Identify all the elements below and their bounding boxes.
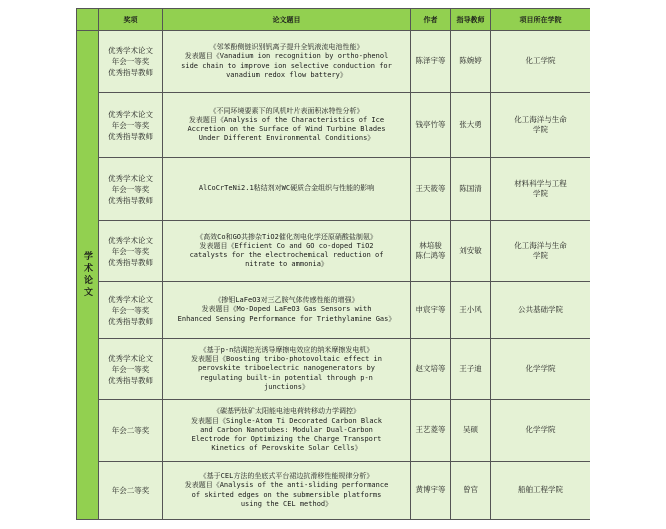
school-cell: 化工海洋与生命 学院 [491,221,591,282]
school-cell: 材料科学与工程 学院 [491,158,591,221]
author-cell: 申宸宇等 [411,282,451,339]
header-row [77,9,591,31]
table-row [77,400,591,462]
table-row [77,221,591,282]
paper-table-sheet [76,8,590,529]
title-cell: 《邻苯酚侧链识别钒离子提升全钒液流电池性能》 发表题目《Vanadium ion recognition by ortho-phenol side chain to improve ion selective conduction for vanadium redox flow battery》 [163,31,411,93]
award-cell: 优秀学术论文 年会一等奖 优秀指导教师 [99,339,163,400]
advisor-cell: 陈国清 [451,158,491,221]
author-cell: 林培骏 陈仁鸿等 [411,221,451,282]
award-cell: 优秀学术论文 年会一等奖 优秀指导教师 [99,282,163,339]
award-cell: 年会二等奖 [99,462,163,520]
title-cell: 《基于p-n结调控光诱导摩擦电效应的纳米摩擦发电机》 发表题目《Boosting tribo-photovoltaic effect in perovskite triboelectric nanogenerators by regulating built-in potential through p-n junctions》 [163,339,411,400]
header-author: 作者 [411,9,451,31]
category-label: 学术论文 [77,31,99,520]
header-blank [77,9,99,31]
award-cell: 年会二等奖 [99,400,163,462]
school-cell: 化学学院 [491,400,591,462]
school-cell: 公共基础学院 [491,282,591,339]
title-cell: 《基于CEL方法的坐底式平台裙边抗滑移性能规律分析》 发表题目《Analysis of the anti-sliding performance of skirted edges on the submersible platforms using the CEL method》 [163,462,411,520]
advisor-cell: 王子迪 [451,339,491,400]
table-row [77,282,591,339]
school-cell: 化工海洋与生命 学院 [491,93,591,158]
school-cell: 化学学院 [491,339,591,400]
advisor-cell: 王小风 [451,282,491,339]
title-cell: 《掺钼LaFeO3对三乙胺气体传感性能的增强》 发表题目《Mo-Doped LaFeO3 Gas Sensors with Enhanced Sensing Performance for Triethylamine Gas》 [163,282,411,339]
school-cell: 化工学院 [491,31,591,93]
author-cell: 王艺菱等 [411,400,451,462]
header-school: 项目所在学院 [491,9,591,31]
award-cell: 优秀学术论文 年会一等奖 优秀指导教师 [99,158,163,221]
advisor-cell: 刘安敏 [451,221,491,282]
table-row [77,93,591,158]
header-title: 论文题目 [163,9,411,31]
award-cell: 优秀学术论文 年会一等奖 优秀指导教师 [99,221,163,282]
author-cell: 陈泽宇等 [411,31,451,93]
paper-table [76,8,590,520]
header-advisor: 指导教师 [451,9,491,31]
title-cell: 《高效Co和GO共掺杂TiO2催化剂电化学还原硝酸盐制氨》 发表题目《Efficient Co and GO co-doped TiO2 catalysts for the electrochemical reduction of nitrate to ammonia》 [163,221,411,282]
author-cell: 赵文培等 [411,339,451,400]
author-cell: 钱亭竹等 [411,93,451,158]
title-cell: 《不同环境要素下的风机叶片表面积冰特性分析》 发表题目《Analysis of the Characteristics of Ice Accretion on the Surface of Wind Turbine Blades Under Different Environmental Conditions》 [163,93,411,158]
author-cell: 王天筱等 [411,158,451,221]
author-cell: 黄博宇等 [411,462,451,520]
header-award: 奖项 [99,9,163,31]
table-row [77,339,591,400]
advisor-cell: 陈婉婷 [451,31,491,93]
table-row [77,31,591,93]
advisor-cell: 张大勇 [451,93,491,158]
table-row [77,158,591,221]
award-cell: 优秀学术论文 年会一等奖 优秀指导教师 [99,31,163,93]
school-cell: 船舶工程学院 [491,462,591,520]
table-row [77,462,591,520]
award-cell: 优秀学术论文 年会一等奖 优秀指导教师 [99,93,163,158]
title-cell: 《碳基钙钛矿太阳能电池电荷转移动力学调控》 发表题目《Single-Atom Ti Decorated Carbon Black and Carbon Nanotubes: Modular Dual-Carbon Electrode for Optimizing the Charge Transport Kinetics of Perovskite Solar Cells》 [163,400,411,462]
advisor-cell: 曾官 [451,462,491,520]
title-cell: AlCoCrTeNi2.1粘结剂对WC硬质合金组织与性能的影响 [163,158,411,221]
advisor-cell: 吴硕 [451,400,491,462]
